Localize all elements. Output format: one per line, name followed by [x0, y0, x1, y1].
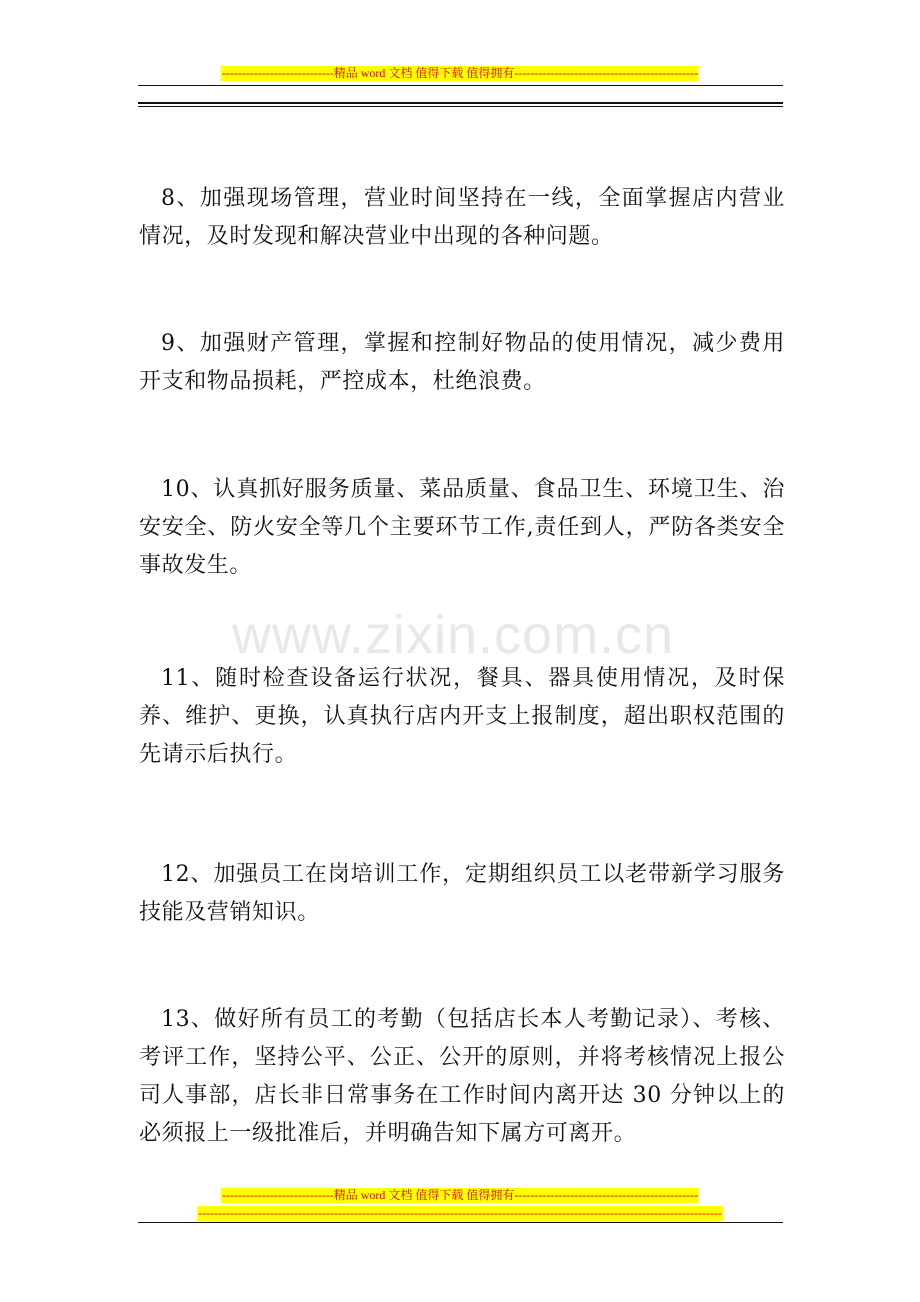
watermark: www.zixin.com.cn [232, 605, 675, 665]
header-banner: ----------------------------精品 word 文档 值得下载 值得拥有---------------------------------------------- [221, 66, 699, 80]
header-double-rule-thin [138, 106, 783, 107]
paragraph-12: 12、加强员工在岗培训工作，定期组织员工以老带新学习服务技能及营销知识。 [139, 862, 785, 925]
paragraph-8: 8、加强现场管理，营业时间坚持在一线，全面掌握店内营业情况，及时发现和解决营业中出现的各种问题。 [139, 186, 785, 249]
footer-dash-line: ----------------------------------------------------------------------------------------------------------------------------------- [198, 1206, 722, 1220]
paragraph-10: 10、认真抓好服务质量、菜品质量、食品卫生、环境卫生、治安安全、防火安全等几个主要环节工作,责任到人，严防各类安全事故发生。 [139, 477, 785, 578]
header-double-rule-thick [138, 102, 783, 104]
footer-banner: ----------------------------精品 word 文档 值得下载 值得拥有---------------------------------------------- [221, 1188, 699, 1202]
paragraph-13: 13、做好所有员工的考勤（包括店长本人考勤记录）、考核、考评工作，坚持公平、公正、公开的原则，并将考核情况上报公司人事部，店长非日常事务在工作时间内离开达 30 分钟以上的必须报上一级批准后，并明确告知下属方可离开。 [139, 1007, 785, 1146]
paragraph-9: 9、加强财产管理，掌握和控制好物品的使用情况，减少费用开支和物品损耗，严控成本，杜绝浪费。 [139, 331, 785, 394]
header-rule [138, 85, 783, 86]
footer-rule [138, 1222, 783, 1223]
paragraph-11: 11、随时检查设备运行状况，餐具、器具使用情况，及时保养、维护、更换，认真执行店内开支上报制度，超出职权范围的先请示后执行。 [139, 666, 785, 767]
